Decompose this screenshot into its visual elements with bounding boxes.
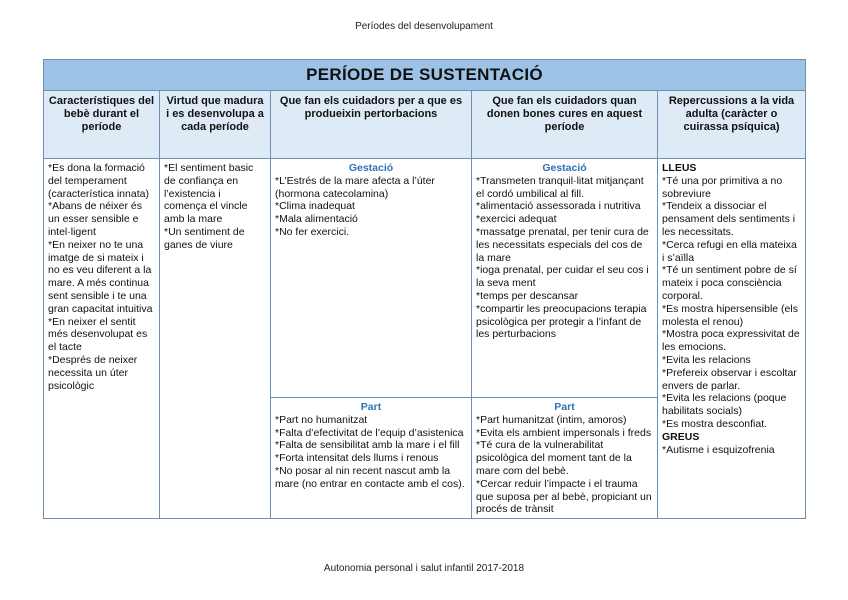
list-item: *Tendeix a dissociar el pensament dels sentiments i les necessitats. (662, 200, 796, 238)
list-item: *Mala alimentació (275, 213, 358, 226)
list-item: *No fer exercici. (275, 225, 350, 238)
list-item: *L’Estrés de la mare afecta a l’úter (hormona catecolamina) (275, 174, 435, 200)
list-item: *massatge prenatal, per tenir cura de les necessitats especials del cos de la mare (476, 225, 649, 264)
list-item: *temps per descansar (476, 289, 579, 302)
list-item: *Es mostra hipersensible (els molesta el renou) (662, 302, 798, 328)
cell-repercussions (658, 159, 806, 519)
list-item: *ioga prenatal, per cuidar el seu cos i la seva ment (476, 264, 649, 290)
list-item: *El sentiment basic de confiança en l’existencia i comença el vincle amb la mare (164, 162, 254, 226)
header-repercussions: Repercussions a la vida adulta (caràcter o cuirassa psíquica) (658, 91, 806, 159)
header-bones-cures: Que fan els cuidadors quan donen bones cures en aquest període (472, 91, 658, 159)
list-item: *Es dona la formació del temperament (característica innata) (48, 162, 149, 200)
cell-pertorbacions-gestacio (271, 159, 472, 398)
list-item: *Evita les relacions (poque habilitats socials) (662, 392, 787, 418)
list-item: *Té una por primitiva a no sobreviure (662, 174, 783, 200)
list-item: *Autisme i esquizofrenia (662, 443, 775, 456)
list-item: *Evita les relacions (662, 353, 751, 366)
section-title-gestacio: Gestació (542, 162, 587, 174)
header-pertorbacions: Que fan els cuidadors per a que es produeixin pertorbacions (271, 91, 472, 159)
list-item: *Falta de sensibilitat amb la mare i el fill (275, 439, 460, 452)
cell-pertorbacions-part (271, 398, 472, 519)
list-item: *Cerca refugi en ella mateixa i s’aïlla (662, 238, 797, 264)
list-item: *alimentació assessorada i nutritiva (476, 200, 641, 213)
list-item: *Abans de néixer és un esser sensible e intel·ligent (48, 200, 142, 238)
list-item: *No posar al nin recent nascut amb la mare (no entrar en contacte amb el cos). (275, 464, 465, 490)
list-item: *Després de neixer necessita un úter psicològic (48, 353, 138, 392)
list-item: *Un sentiment de ganes de viure (164, 225, 245, 251)
list-item: *En neixer el sentit més desenvolupat es el tacte (48, 315, 148, 354)
section-title-part: Part (554, 401, 575, 413)
severity-label-greus: GREUS (662, 430, 700, 443)
list-item: *Clima inadequat (275, 200, 355, 213)
page-header: Períodes del desenvolupament (355, 21, 493, 32)
section-title-gestacio: Gestació (348, 162, 394, 174)
cell-caracteristiques (44, 159, 160, 519)
list-item: *Falta d’efectivitat de l’equip d’asistenica (275, 426, 464, 439)
list-item: *Evita els ambient impersonals i freds (476, 426, 652, 439)
severity-label-lleus: LLEUS (662, 162, 697, 174)
table-title: PERÍODE DE SUSTENTACIÓ (44, 60, 806, 91)
list-item: *Es mostra desconfiat. (662, 417, 768, 430)
list-item: *En neixer no te una imatge de si mateix i no es veu diferent a la mare. A més continua sent sensible i te una gran capacitat intuitiva (48, 238, 153, 315)
cell-bones-cures-part (472, 398, 658, 519)
sustentacio-table (43, 59, 806, 519)
list-item: *exercici adequat (476, 213, 557, 226)
list-item: *Té cura de la vulnerabilitat psicològica del moment tant de la mare com del bebè. (476, 439, 632, 477)
header-virtud: Virtud que madura i es desenvolupa a cada període (160, 91, 271, 159)
list-item: *Té un sentiment pobre de sí mateix i poca consciència corporal. (662, 264, 797, 302)
page-footer: Autonomia personal i salut infantil 2017-2018 (323, 563, 525, 574)
list-item: *Cercar reduir l’impacte i el trauma que suposa per al bebè, propiciant un procés de trànsit (476, 477, 652, 516)
list-item: *compartir les preocupacions terapia psicològica per protegir a l’infant de les perturbacions (476, 302, 647, 341)
section-title-part: Part (360, 401, 382, 413)
cell-virtud (160, 159, 271, 519)
list-item: *Prefereix observar i escoltar envers de parlar. (662, 366, 797, 392)
list-item: *Part no humanitzat (275, 413, 368, 426)
list-item: *Transmeten tranquil·litat mitjançant el cordó umbilical al fill. (476, 174, 644, 200)
cell-bones-cures-gestacio (472, 159, 658, 398)
list-item: *Part humanitzat (intim, amoros) (476, 413, 627, 426)
header-caracteristiques: Característiques del bebè durant el període (44, 91, 160, 159)
list-item: *Mostra poca expressivitat de les emocions. (662, 328, 800, 354)
list-item: *Forta intensitat dels llums i renous (275, 452, 439, 465)
